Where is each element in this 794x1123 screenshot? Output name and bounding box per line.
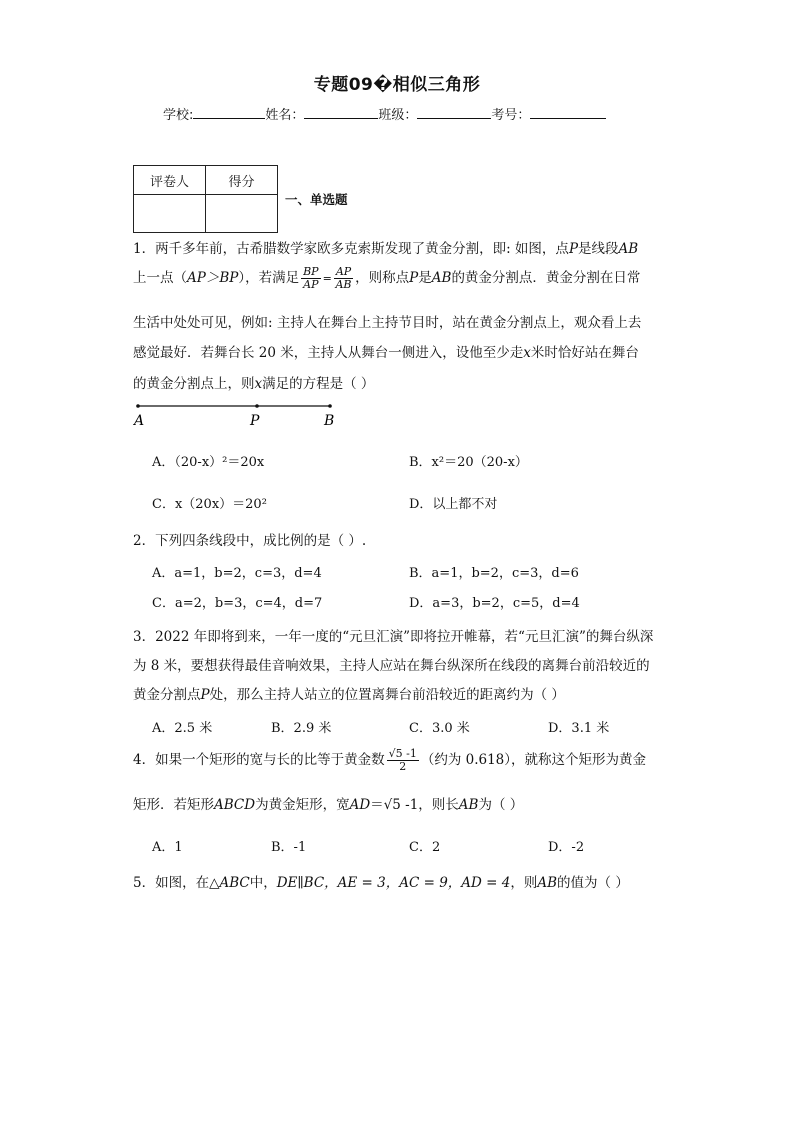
segment-ad: AD <box>349 797 371 813</box>
point-p-dot <box>255 404 259 408</box>
school-label: 学校: <box>163 108 194 123</box>
fraction-denominator: 2 <box>399 760 407 774</box>
grader-cell[interactable] <box>134 195 206 233</box>
point-b-dot <box>328 404 332 408</box>
q5-stem <box>133 871 629 891</box>
school-blank[interactable] <box>193 106 265 119</box>
fraction-bp-ap <box>301 266 321 291</box>
fraction-ap-ab <box>334 266 353 291</box>
q1-text: 是线段 <box>578 241 619 257</box>
q1-text: 的黄金分割点．黄金分割在日常 <box>451 270 641 287</box>
q4-text: ＝√5 -1，则长 <box>370 797 459 813</box>
q4-option-b[interactable]: B．-1 <box>271 840 307 855</box>
q1-line5 <box>133 372 374 392</box>
label-p: P <box>250 413 260 429</box>
q1-text: 满足的方程是（ ） <box>262 376 375 392</box>
q3-line3 <box>133 683 565 703</box>
q4-text: 4．如果一个矩形的宽与长的比等于黄金数 <box>133 752 385 769</box>
section-title: 一、单选题 <box>285 192 348 207</box>
q1-option-a[interactable]: A．（20-x）²＝20x <box>152 455 265 470</box>
q4-text: 为（ ） <box>478 797 524 813</box>
point-a-dot <box>136 404 140 408</box>
exam-no-label: 考号： <box>491 108 531 123</box>
q5-text: 5．如图，在 <box>133 875 210 891</box>
q1-text: ），若满足 <box>238 270 300 287</box>
segment-ab: AB <box>537 875 558 891</box>
fraction-denominator: AP <box>303 278 319 292</box>
q1-option-d[interactable]: D．以上都不对 <box>409 497 498 512</box>
label-b: B <box>324 413 335 429</box>
triangle-abc: △ABC <box>209 875 250 891</box>
q4-text: 为黄金矩形，宽 <box>255 797 350 813</box>
q3-option-d[interactable]: D．3.1 米 <box>548 721 610 736</box>
q4-text: （约为 0.618），就称这个矩形为黄金 <box>420 752 647 769</box>
q4-option-c[interactable]: C．2 <box>409 840 441 855</box>
student-info-line <box>163 104 606 123</box>
q1-condition: AP＞BP <box>187 270 239 287</box>
q4-option-d[interactable]: D．-2 <box>548 840 585 855</box>
name-label: 姓名： <box>265 108 305 123</box>
q5-text: 中， <box>249 875 277 891</box>
q3-line1: 3．2022 年即将到来，一年一度的“元旦汇演”即将拉开帷幕，若“元旦汇演”的舞台纵深 <box>133 629 654 645</box>
class-blank[interactable] <box>417 106 491 119</box>
q3-text: 黄金分割点 <box>133 687 201 703</box>
q4-text: 矩形．若矩形 <box>133 797 214 813</box>
fraction-denominator: AB <box>335 278 352 292</box>
q1-line2 <box>133 266 640 291</box>
q1-segment-ab: AB <box>431 270 452 287</box>
q4-line2 <box>133 793 523 813</box>
q2-option-b[interactable]: B．a=1，b=2，c=3，d=6 <box>409 566 579 581</box>
q1-option-c[interactable]: C．x（20x）＝20² <box>152 497 267 512</box>
q1-text: ，则称点 <box>355 270 410 287</box>
q4-option-a[interactable]: A．1 <box>152 840 183 855</box>
q1-line3: 生活中处处可见，例如: 主持人在舞台上主持节目时，站在黄金分割点上，观众看上去 <box>133 315 642 331</box>
q3-line2: 为 8 米，要想获得最佳音响效果，主持人应站在舞台纵深所在线段的离舞台前沿较近的 <box>133 658 650 674</box>
q1-option-b[interactable]: B．x²＝20（20-x） <box>409 455 528 470</box>
q1-point-p: P <box>409 270 419 287</box>
golden-ratio-fraction <box>387 748 419 773</box>
q1-text: 的黄金分割点上，则 <box>133 376 255 392</box>
q5-text: ，则 <box>510 875 538 891</box>
name-blank[interactable] <box>304 106 378 119</box>
label-a: A <box>134 413 145 429</box>
segment-ab: AB <box>458 797 479 813</box>
q1-text: 1．两千多年前，古希腊数学家欧多克索斯发现了黄金分割，即: 如图，点 <box>133 241 569 257</box>
exam-no-blank[interactable] <box>530 106 606 119</box>
q2-option-c[interactable]: C．a=2，b=3，c=4，d=7 <box>152 596 323 611</box>
q1-point-p: P <box>568 241 579 257</box>
grader-header: 评卷人 <box>134 166 206 195</box>
q1-text: 是 <box>418 270 432 287</box>
q2-stem: 2．下列四条线段中，成比例的是（ ）. <box>133 533 367 549</box>
q2-option-d[interactable]: D．a=3，b=2，c=5，d=4 <box>409 596 580 611</box>
variable-x: x <box>523 345 531 361</box>
fraction-numerator: AP <box>335 265 352 278</box>
length-conditions: ，AE = 3，AC = 9，AD = 4 <box>324 875 511 891</box>
equals-sign: = <box>322 272 332 286</box>
q2-option-a[interactable]: A．a=1，b=2，c=3，d=4 <box>152 566 322 581</box>
q3-text: 处，那么主持人站立的位置离舞台前沿较近的距离约为（ ） <box>209 687 565 703</box>
q1-segment-ab: AB <box>618 241 639 257</box>
page-title: 专题09�相似三角形 <box>313 75 481 95</box>
score-header: 得分 <box>206 166 278 195</box>
grader-table <box>133 165 278 233</box>
class-label: 班级： <box>378 108 418 123</box>
segment-ab-figure <box>136 400 356 434</box>
parallel-condition: DE∥BC <box>276 875 325 891</box>
rectangle-abcd: ABCD <box>214 797 256 813</box>
q4-line1 <box>133 748 646 773</box>
q1-text: 上一点（ <box>133 270 187 287</box>
q1-text: 米时恰好站在舞台 <box>530 345 639 361</box>
q3-point-p: P <box>200 687 210 703</box>
q1-line1 <box>133 237 638 257</box>
fraction-numerator: √5 -1 <box>388 747 417 760</box>
variable-x: x <box>254 376 263 392</box>
q1-line4 <box>133 341 639 361</box>
score-cell[interactable] <box>206 195 278 233</box>
q3-option-c[interactable]: C．3.0 米 <box>409 721 470 736</box>
q3-option-b[interactable]: B．2.9 米 <box>271 721 332 736</box>
fraction-numerator: BP <box>303 265 319 278</box>
q1-text: 感觉最好．若舞台长 20 米，主持人从舞台一侧进入，设他至少走 <box>133 345 524 361</box>
q3-option-a[interactable]: A．2.5 米 <box>152 721 213 736</box>
q5-text: 的值为（ ） <box>557 875 629 891</box>
